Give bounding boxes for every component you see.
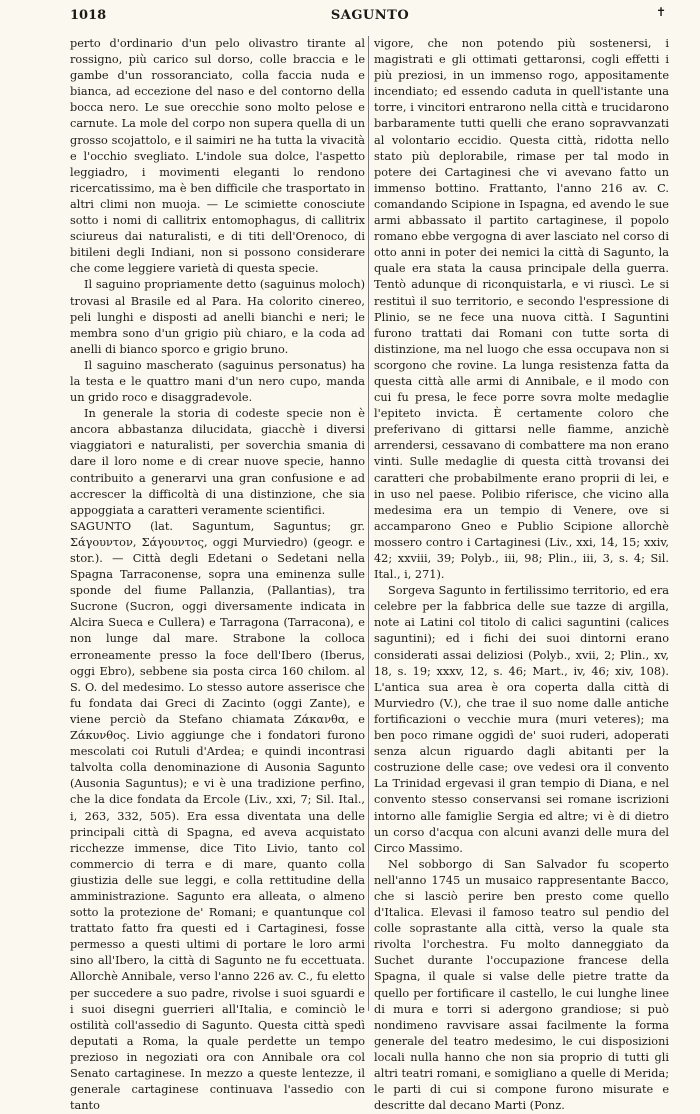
page-number: 1018 bbox=[70, 8, 107, 23]
paragraph-san-salvador: Nel sobborgo di San Salvador fu scoperto nell'anno 1745 un musaico rappresentante Bacco, che si lasciò perire ben presto come quello d'Italica. Elevasi il famoso teatro sul pendio del colle soprastante alla città, verso la quale sta rivolta l'orchestra. Fu molto danneggiato da Suchet durante l'occupazione francese della Spagna, il quale si valse delle pietre tratte da quello per fortificare il castello, le cui lunghe linee di mura e torri si adergono grandiose; si può nondimeno ravvisare assai facilmente la forma generale del teatro medesimo, le cui disposizioni locali nulla hanno che non sia proprio di tutti gli altri teatri romani, e somigliano a quelle di Merida; le parti di cui si compone furono misurate e descritte dal decano Marti (Ponz. bbox=[374, 857, 669, 1113]
paragraph-saimiri-continued: perto d'ordinario d'un pelo olivastro tirante al rossigno, più carico sul dorso, colle braccia e le gambe d'un rossoranciato, colla faccia nuda e bianca, ad eccezione del naso e del contorno della bocca nero. Le sue orecchie sono molto pelose e carnute. La mole del corpo non supera quella di un grosso scojattolo, e il saimiri ne ha tutta la vivacità e l'occhio svegliato. L'indole sua dolce, l'aspetto leggiadro, i movimenti eleganti lo rendono ricercatissimo, ma è ben difficile che trasportato in altri climi non muoja. — Le scimiette conosciute sotto i nomi di callitrix entomophagus, di callitrix sciureus dai naturalisti, e di titi dell'Orenoco, di bitileni degli Indiani, non si possono considerare che come leggiere varietà di questa specie. bbox=[70, 37, 365, 276]
right-column bbox=[374, 36, 669, 1113]
paragraph-territory: Sorgeva Sagunto in fertilissimo territorio, ed era celebre per la fabbrica delle sue tazze di argilla, note ai Latini col titolo di calici saguntini (calices saguntini); ed i fichi dei suoi dintorni erano considerati assai deliziosi (Polyb., xvii, 2; Plin., xv, 18, s. 19; xxxv, 12, s. 46; Mart., iv, 46; xiv, 108). L'antica sua area è ora coperta dalla città di Murviedro (V.), che trae il suo nome dalle antiche fortificazioni o vecchie mura (muri veteres); ma ben poco rimane oggidì de' suoi ruderi, adoperati senza alcun riguardo dagli abitanti per la costruzione delle case; ove vedesi ora il convento La Trinidad ergevasi il gran tempio di Diana, e nel convento stesso conservansi sei romane iscrizioni intorno alle famiglie Sergia ed altre; vi è di dietro un corso d'acqua con alcuni avanzi delle mura del Circo Massimo. bbox=[374, 584, 669, 855]
paragraph-saguino-moloch: Il saguino propriamente detto (saguinus moloch) trovasi al Brasile ed al Para. Ha colorito cinereo, peli lunghi e disposti ad anelli bianchi e neri; le membra sono d'un grigio più chiaro, e la coda ad anelli di bianco sporco e grigio bruno. bbox=[70, 278, 365, 356]
paragraph-saguino-mascherato: Il saguino mascherato (saguinus personatus) ha la testa e le quattro mani d'un nero cupo, manda un grido roco e disaggradevole. bbox=[70, 358, 365, 405]
running-title: SAGUNTO bbox=[330, 8, 410, 23]
column-divider bbox=[368, 36, 369, 1011]
paragraph-siege-continued: vigore, che non potendo più sostenersi, i magistrati e gli ottimati gettaronsi, cogli effetti i più preziosi, in un immenso rogo, appositamente incendiato; ed essendo caduta in quell'istante una torre, i vincitori entrarono nella città e trucidarono barbaramente tutti quelli che erano sopravvanzati al volontario eccidio. Questa città, ridotta nello stato più deplorabile, rimase per tal modo in potere dei Cartaginesi che vi avevano fatto un immenso bottino. Frattanto, l'anno 216 av. C. comandando Scipione in Ispagna, ed avendo le sue armi abbassato il partito cartaginese, il popolo romano ebbe vergogna di aver lasciato nel corso di otto anni in poter dei nemici la città di Sagunto, la quale era stata la causa principale della guerra. Tentò adunque di riconquistarla, e vi riuscì. Le si restituì il suo territorio, e secondo l'espressione di Plinio, se ne fece una nuova città. I Saguntini furono trattati dai Romani con tutte sorta di distinzione, ma nel luogo che essa occupava non si scorgono che rovine. La lunga resistenza fatta da questa città alle armi di Annibale, e il modo con cui fu presa, le fece porre sovra molte medaglie l'epiteto invicta. È certamente coloro che preferivano di gittarsi nelle fiamme, anzichè arrendersi, cessavano di combattere ma non erano vinti. Sulle medaglie di questa città trovansi dei caratteri che probabilmente erano proprii di lei, e in uso nel paese. Polibio riferisce, che vicino alla medesima era un tempio di Venere, ove si accamparono Gneo e Publio Scipione allorchè mossero contro i Cartaginesi (Liv., xxi, 14, 15; xxiv, 42; xxviii, 39; Polyb., iii, 98; Plin., iii, 3, s. 4; Sil. Ital., i, 271). bbox=[374, 37, 669, 582]
corner-mark-icon: ✝ bbox=[655, 5, 666, 19]
left-column bbox=[70, 36, 365, 1113]
paragraph-general-remarks: In generale la storia di codeste specie non è ancora abbastanza dilucidata, giacchè i diversi viaggiatori e naturalisti, per soverchia smania di dare il loro nome e di crear nuove specie, hanno contribuito a generarvi una gran confusione e ad accrescer la difficoltà di una distinzione, che sia appoggiata a caratteri veramente scientifici. bbox=[70, 407, 365, 517]
entry-sagunto: SAGUNTO (lat. Saguntum, Saguntus; gr. Σάγουντον, Σάγουντος, oggi Murviedro) (geogr. e stor.). — Città degli Edetani o Sedetani nella Spagna Tarraconense, sopra una eminenza sulle sponde del fiume Pallanzia, (Pallantias), tra Sucrone (Sucron, oggi diversamente indicata in Alcira Sueca e Cullera) e Tarragona (Tarracona), e non lunge dal mare. Strabone la colloca erroneamente presso la foce dell'Ibero (Iberus, oggi Ebro), sebbene sia posta circa 160 chilom. al S. O. del medesimo. Lo stesso autore asserisce che fu fondata dai Greci di Zacinto (oggi Zante), e viene perciò da Stefano chiamata Ζάκανθα, e Ζάκυνθος. Livio aggiunge che i fondatori furono mescolati coi Rutuli d'Ardea; e quindi incontrasi talvolta colla denominazione di Ausonia Sagunto (Ausonia Saguntus); e vi è una tradizione perfino, che la dice fondata da Ercole (Liv., xxi, 7; Sil. Ital., i, 263, 332, 505). Era essa diventata una delle principali città di Spagna, ed aveva acquistato ricchezze immense, dice Tito Livio, tanto col commercio di terra e di mare, quanto colla giustizia delle sue leggi, e colla rettitudine della amministrazione. Sagunto era alleata, o almeno sotto la protezione de' Romani; e quantunque col trattato fatto fra questi ed i Cartaginesi, fosse permesso a questi ultimi di portare le loro armi sino all'Ibero, la città di Sagunto ne fu eccettuata. Allorchè Annibale, verso l'anno 226 av. C., fu eletto per succedere a suo padre, rivolse i suoi sguardi e i suoi disegni guerrieri all'Italia, e cominciò le ostilità coll'assedio di Sagunto. Questa città spedì deputati a Roma, la quale perdette un tempo prezioso in negoziati ora con Annibale ora col Senato cartaginese. In mezzo a queste lentezze, il generale cartaginese continuava l'assedio con tanto bbox=[70, 519, 365, 1113]
page-header bbox=[70, 5, 670, 30]
